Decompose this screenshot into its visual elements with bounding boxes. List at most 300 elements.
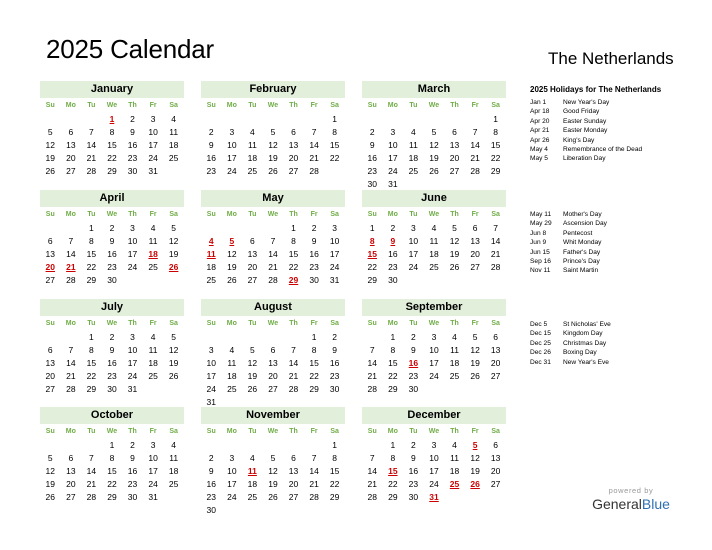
- empty-day-cell: [222, 331, 243, 344]
- day-cell: 2: [369, 127, 375, 138]
- day-cell: 21: [309, 479, 319, 490]
- day-cell: 30: [309, 275, 319, 286]
- day-cell: 3: [411, 223, 416, 233]
- day-cell: 24: [127, 262, 138, 273]
- day-cell: 2: [390, 223, 396, 233]
- month-name: December: [362, 407, 506, 424]
- day-cell: 3: [332, 223, 338, 233]
- day-cell: 21: [490, 249, 501, 260]
- weekday-label: Mo: [226, 428, 237, 435]
- day-cell: 28: [86, 492, 97, 503]
- day-cell: 18: [247, 479, 258, 490]
- weekday-label: Th: [128, 428, 137, 435]
- day-cell: 23: [408, 371, 419, 382]
- day-cell: 7: [89, 453, 94, 464]
- day-cell: 14: [66, 249, 76, 260]
- day-cell: 21: [367, 479, 378, 490]
- weekday-label: Mo: [387, 211, 398, 218]
- holiday-row: [530, 248, 607, 257]
- day-cell: 19: [227, 262, 237, 273]
- day-cell: 15: [309, 358, 319, 369]
- day-cell: 27: [288, 166, 299, 177]
- day-cell: 26: [45, 166, 56, 177]
- empty-day-cell: [201, 331, 222, 344]
- day-cell: 12: [470, 453, 480, 464]
- day-cell: 9: [109, 345, 115, 356]
- weekday-label: Tu: [87, 428, 96, 435]
- weekday-header: [201, 208, 345, 222]
- day-cell: 26: [268, 166, 278, 177]
- day-cell: 10: [227, 466, 237, 477]
- weekday-label: We: [106, 102, 118, 109]
- holiday-date: Jun 8: [530, 229, 547, 237]
- day-cell: 13: [288, 466, 299, 477]
- day-cell: 16: [329, 358, 340, 369]
- day-cell: 17: [227, 479, 237, 490]
- day-cell: 5: [171, 223, 177, 233]
- day-cell: 7: [291, 345, 296, 356]
- holiday-day-cell: 21: [66, 262, 76, 273]
- day-cell: 29: [86, 275, 97, 286]
- weekday-header: [40, 425, 184, 439]
- day-cell: 29: [329, 492, 340, 503]
- day-cell: 7: [68, 345, 74, 356]
- brand-name-blue: Blue: [641, 496, 670, 512]
- day-cell: 7: [68, 236, 74, 247]
- holiday-name: Christmas Day: [563, 339, 607, 347]
- day-cell: 31: [329, 275, 340, 286]
- weekday-label: Fr: [310, 211, 318, 218]
- day-cell: 12: [45, 140, 56, 151]
- weekday-label: Th: [289, 211, 298, 218]
- day-cell: 11: [450, 453, 459, 464]
- holiday-name: New Year's Day: [563, 99, 610, 106]
- day-cell: 28: [309, 492, 319, 503]
- day-cell: 23: [367, 166, 378, 177]
- day-cell: 17: [127, 358, 138, 369]
- day-cell: 2: [208, 453, 214, 464]
- weekday-label: Fr: [149, 102, 157, 109]
- holiday-name: New Year's Eve: [563, 358, 609, 366]
- day-cell: 27: [288, 492, 299, 503]
- day-cell: 3: [390, 127, 396, 138]
- day-cell: 31: [388, 179, 398, 190]
- day-cell: 10: [408, 236, 419, 247]
- day-cell: 26: [247, 384, 258, 395]
- day-cell: 21: [288, 371, 299, 382]
- month-name: June: [362, 190, 506, 207]
- day-cell: 2: [311, 223, 317, 233]
- day-cell: 30: [107, 384, 117, 395]
- empty-day-cell: [61, 222, 82, 235]
- day-cell: 28: [268, 275, 278, 286]
- day-cell: 30: [408, 384, 419, 395]
- day-cell: 7: [493, 223, 499, 233]
- empty-day-cell: [242, 331, 263, 344]
- holiday-date: Apr 26: [530, 136, 550, 144]
- day-cell: 3: [431, 332, 437, 342]
- holiday-date: Dec 25: [530, 339, 551, 347]
- weekday-label: Mo: [65, 102, 76, 109]
- day-cell: 30: [127, 166, 138, 177]
- day-cell: 28: [86, 166, 97, 177]
- day-cell: 30: [367, 179, 378, 190]
- holiday-row: [530, 210, 607, 219]
- day-grid: [201, 222, 345, 287]
- day-cell: 14: [367, 358, 378, 369]
- empty-day-cell: [222, 222, 243, 235]
- day-cell: 7: [369, 453, 375, 464]
- day-cell: 18: [148, 358, 158, 369]
- day-cell: 21: [470, 153, 480, 164]
- day-cell: 14: [86, 140, 97, 151]
- day-cell: 15: [107, 466, 117, 477]
- empty-day-cell: [61, 113, 82, 126]
- day-cell: 4: [171, 114, 177, 124]
- day-cell: 13: [45, 249, 56, 260]
- day-cell: 10: [148, 453, 158, 464]
- day-cell: 19: [268, 479, 278, 490]
- day-cell: 15: [490, 140, 501, 151]
- month-name: January: [40, 81, 184, 98]
- day-grid: [40, 113, 184, 178]
- day-cell: 1: [109, 440, 115, 450]
- weekday-label: Fr: [471, 428, 479, 435]
- day-cell: 1: [332, 114, 338, 124]
- day-cell: 14: [86, 466, 97, 477]
- day-cell: 27: [490, 479, 501, 490]
- holiday-row: [530, 348, 611, 357]
- holiday-group: [530, 210, 607, 276]
- weekday-header: [40, 99, 184, 113]
- day-cell: 6: [493, 440, 499, 450]
- day-cell: 8: [390, 453, 396, 464]
- day-cell: 11: [247, 140, 257, 151]
- day-cell: 9: [369, 140, 375, 151]
- weekday-label: Su: [45, 211, 55, 218]
- day-cell: 8: [311, 345, 317, 356]
- day-cell: 2: [109, 332, 115, 342]
- day-cell: 28: [66, 275, 76, 286]
- day-cell: 22: [367, 262, 378, 273]
- weekday-label: Fr: [471, 320, 479, 327]
- day-cell: 22: [490, 153, 501, 164]
- holiday-date: Jun 15: [530, 248, 550, 256]
- day-cell: 20: [490, 358, 501, 369]
- holiday-day-cell: 11: [247, 466, 257, 477]
- weekday-label: Sa: [491, 102, 500, 109]
- weekday-label: Th: [289, 428, 298, 435]
- weekday-label: Fr: [149, 428, 157, 435]
- month-march: [362, 81, 506, 192]
- day-cell: 29: [367, 275, 378, 286]
- weekday-label: Tu: [87, 211, 96, 218]
- weekday-label: Mo: [65, 211, 76, 218]
- day-cell: 14: [309, 140, 319, 151]
- holidays-title: 2025 Holidays for The Netherlands: [530, 85, 662, 94]
- holiday-name: Pentecost: [563, 229, 593, 237]
- day-cell: 12: [168, 236, 179, 247]
- day-cell: 9: [130, 127, 135, 138]
- weekday-label: Su: [45, 428, 55, 435]
- day-cell: 18: [429, 249, 439, 260]
- weekday-label: We: [267, 102, 279, 109]
- day-cell: 5: [431, 127, 437, 138]
- day-cell: 20: [470, 249, 480, 260]
- weekday-label: Sa: [330, 211, 339, 218]
- day-cell: 11: [148, 345, 158, 356]
- weekday-label: Mo: [387, 102, 398, 109]
- day-cell: 8: [109, 127, 115, 138]
- day-cell: 2: [208, 127, 214, 138]
- day-cell: 6: [270, 345, 276, 356]
- day-cell: 9: [130, 453, 135, 464]
- day-cell: 20: [247, 262, 258, 273]
- day-cell: 15: [329, 466, 340, 477]
- holiday-day-cell: 11: [206, 249, 216, 260]
- day-cell: 2: [109, 223, 115, 233]
- weekday-label: Fr: [310, 102, 318, 109]
- day-cell: 4: [229, 345, 235, 356]
- weekday-header: [362, 99, 506, 113]
- empty-day-cell: [263, 331, 284, 344]
- weekday-label: Th: [128, 211, 137, 218]
- day-cell: 24: [206, 384, 217, 395]
- day-grid: [40, 222, 184, 287]
- holiday-group: [530, 98, 642, 164]
- day-cell: 17: [206, 371, 217, 382]
- day-cell: 14: [309, 466, 319, 477]
- brand-logo: [588, 486, 674, 512]
- weekday-label: Su: [45, 102, 55, 109]
- day-cell: 25: [429, 262, 439, 273]
- day-cell: 17: [329, 249, 340, 260]
- day-cell: 13: [247, 249, 258, 260]
- day-cell: 27: [45, 275, 56, 286]
- day-cell: 28: [288, 384, 299, 395]
- day-cell: 24: [148, 153, 158, 164]
- empty-day-cell: [283, 113, 304, 126]
- day-cell: 18: [449, 358, 460, 369]
- day-cell: 5: [250, 345, 255, 356]
- weekday-label: Su: [367, 428, 377, 435]
- day-cell: 19: [45, 153, 56, 164]
- day-cell: 10: [127, 345, 138, 356]
- day-cell: 7: [311, 127, 317, 138]
- day-cell: 13: [288, 140, 299, 151]
- month-name: August: [201, 299, 345, 316]
- day-cell: 26: [168, 371, 179, 382]
- day-cell: 25: [148, 371, 158, 382]
- day-cell: 3: [229, 453, 235, 464]
- day-cell: 12: [168, 345, 179, 356]
- day-cell: 1: [89, 223, 94, 233]
- day-cell: 4: [431, 223, 437, 233]
- weekday-label: Fr: [471, 102, 479, 109]
- holiday-row: [530, 136, 642, 145]
- day-cell: 7: [472, 127, 478, 138]
- holiday-name: Remembrance of the Dead: [563, 145, 643, 153]
- weekday-label: Su: [206, 320, 216, 327]
- holiday-date: May 11: [530, 211, 552, 218]
- holiday-row: [530, 117, 642, 126]
- weekday-header: [201, 99, 345, 113]
- day-cell: 23: [206, 492, 217, 503]
- empty-day-cell: [362, 113, 383, 126]
- empty-day-cell: [81, 439, 102, 452]
- day-cell: 4: [411, 127, 416, 138]
- day-cell: 12: [247, 358, 258, 369]
- holiday-name: King's Day: [563, 136, 595, 144]
- weekday-label: Su: [367, 102, 377, 109]
- day-cell: 27: [490, 371, 501, 382]
- weekday-label: Th: [450, 320, 459, 327]
- day-cell: 25: [168, 153, 179, 164]
- weekday-label: Sa: [330, 102, 339, 109]
- empty-day-cell: [362, 331, 383, 344]
- day-cell: 29: [490, 166, 501, 177]
- day-cell: 11: [148, 236, 158, 247]
- weekday-label: Mo: [65, 320, 76, 327]
- weekday-label: Tu: [248, 102, 257, 109]
- weekday-label: Sa: [330, 320, 339, 327]
- day-cell: 3: [229, 127, 235, 138]
- holiday-date: Apr 21: [530, 127, 550, 135]
- day-grid: [362, 439, 506, 504]
- empty-day-cell: [201, 439, 222, 452]
- day-cell: 1: [493, 114, 499, 124]
- weekday-label: Tu: [87, 320, 96, 327]
- holiday-row: [530, 266, 607, 275]
- day-cell: 10: [388, 140, 398, 151]
- month-august: [201, 299, 345, 410]
- holiday-name: Mother's Day: [563, 211, 602, 218]
- day-cell: 6: [291, 453, 296, 464]
- weekday-label: Th: [128, 320, 137, 327]
- holiday-day-cell: 16: [408, 358, 419, 369]
- holiday-day-cell: 15: [388, 466, 398, 477]
- weekday-label: Sa: [169, 320, 178, 327]
- weekday-label: We: [106, 211, 118, 218]
- month-name: March: [362, 81, 506, 98]
- day-cell: 1: [311, 332, 317, 342]
- day-cell: 28: [490, 262, 501, 273]
- day-cell: 24: [127, 371, 138, 382]
- weekday-label: Su: [45, 320, 55, 327]
- day-cell: 16: [388, 249, 398, 260]
- day-cell: 5: [270, 127, 276, 138]
- day-cell: 30: [127, 492, 138, 503]
- weekday-label: We: [267, 211, 279, 218]
- day-cell: 25: [206, 275, 217, 286]
- month-name: February: [201, 81, 345, 98]
- empty-day-cell: [304, 113, 325, 126]
- weekday-label: We: [428, 211, 440, 218]
- day-cell: 9: [311, 236, 317, 247]
- day-cell: 28: [470, 166, 480, 177]
- weekday-label: Sa: [169, 211, 178, 218]
- holiday-name: Easter Sunday: [563, 117, 607, 125]
- day-cell: 18: [449, 466, 460, 477]
- weekday-label: Mo: [226, 211, 237, 218]
- day-cell: 14: [288, 358, 299, 369]
- day-cell: 19: [247, 371, 258, 382]
- day-cell: 16: [107, 358, 117, 369]
- holiday-row: [530, 238, 607, 247]
- weekday-header: [40, 317, 184, 331]
- day-cell: 20: [66, 153, 76, 164]
- day-cell: 28: [309, 166, 319, 177]
- holiday-day-cell: 25: [449, 479, 460, 490]
- day-cell: 26: [227, 275, 237, 286]
- day-cell: 25: [247, 492, 258, 503]
- empty-day-cell: [242, 439, 263, 452]
- day-cell: 23: [408, 479, 419, 490]
- weekday-label: We: [106, 320, 118, 327]
- day-cell: 3: [150, 114, 156, 124]
- holiday-date: Apr 20: [530, 117, 550, 125]
- empty-day-cell: [383, 113, 404, 126]
- day-cell: 3: [130, 223, 135, 233]
- day-cell: 3: [150, 440, 156, 450]
- day-cell: 16: [127, 466, 138, 477]
- day-cell: 16: [367, 153, 378, 164]
- day-cell: 17: [429, 466, 439, 477]
- day-cell: 25: [148, 262, 158, 273]
- day-cell: 13: [66, 140, 76, 151]
- day-cell: 14: [367, 466, 378, 477]
- month-june: [362, 190, 506, 287]
- day-cell: 19: [168, 249, 179, 260]
- weekday-label: Fr: [471, 211, 479, 218]
- month-may: [201, 190, 345, 287]
- empty-day-cell: [403, 113, 424, 126]
- day-cell: 14: [268, 249, 278, 260]
- holiday-name: Ascension Day: [563, 220, 607, 228]
- holiday-row: [530, 98, 642, 107]
- day-cell: 24: [388, 166, 398, 177]
- holiday-day-cell: 5: [229, 236, 235, 247]
- day-cell: 21: [86, 479, 97, 490]
- weekday-label: Su: [206, 211, 216, 218]
- weekday-label: Fr: [149, 211, 157, 218]
- holiday-date: May 29: [530, 220, 552, 228]
- day-grid: [40, 331, 184, 396]
- day-cell: 25: [247, 166, 258, 177]
- weekday-label: Tu: [248, 211, 257, 218]
- holiday-day-cell: 26: [470, 479, 480, 490]
- day-cell: 20: [288, 479, 299, 490]
- empty-day-cell: [362, 439, 383, 452]
- day-cell: 10: [429, 453, 439, 464]
- weekday-label: Su: [206, 102, 216, 109]
- weekday-header: [40, 208, 184, 222]
- day-cell: 4: [452, 440, 457, 450]
- holiday-day-cell: 18: [148, 249, 158, 260]
- holiday-row: [530, 107, 642, 116]
- month-september: [362, 299, 506, 396]
- weekday-label: Mo: [387, 428, 398, 435]
- month-january: [40, 81, 184, 178]
- day-cell: 22: [309, 371, 319, 382]
- day-cell: 5: [47, 453, 53, 464]
- weekday-label: Sa: [169, 428, 178, 435]
- day-cell: 29: [86, 384, 97, 395]
- day-cell: 9: [411, 345, 416, 356]
- month-name: November: [201, 407, 345, 424]
- day-cell: 24: [329, 262, 340, 273]
- holiday-name: Saint Martin: [563, 267, 599, 275]
